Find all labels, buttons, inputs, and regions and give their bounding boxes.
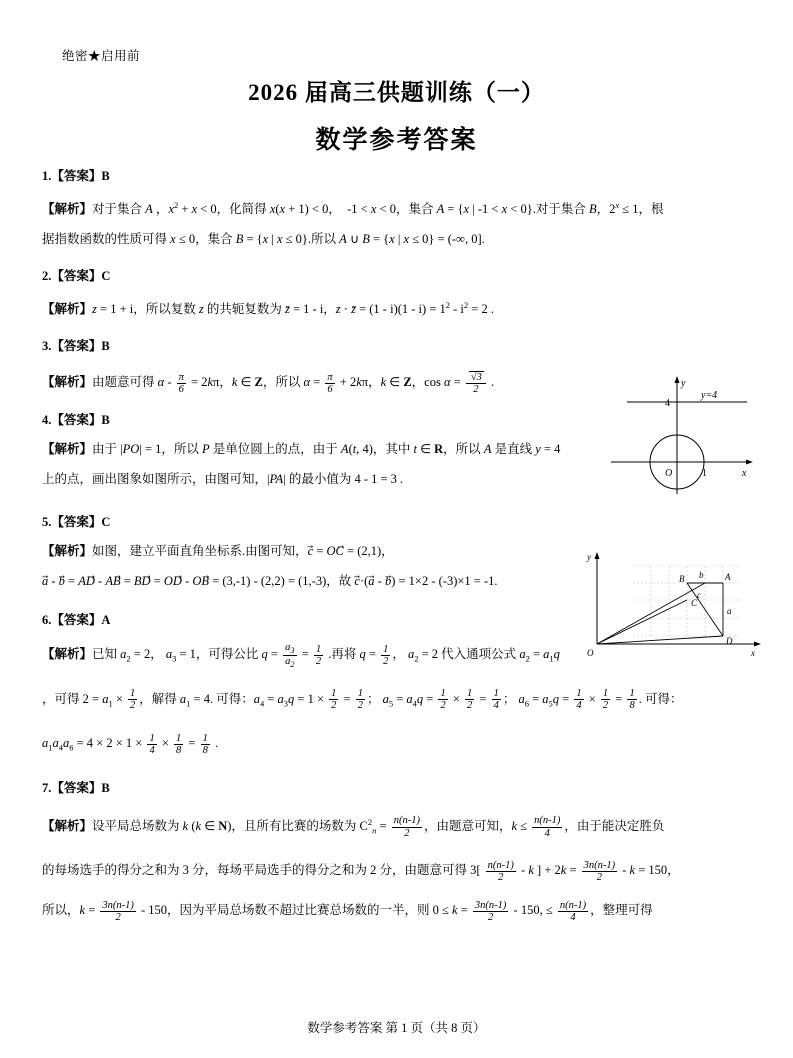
svg-text:x: x (742, 468, 747, 479)
question-block-7 (42, 774, 752, 931)
explanation-1b: 据指数函数的性质可得 x ≤ 0，集合 B = {x | x ≤ 0}.所以 A ∪ B = {x | x ≤ 0} = (-∞, 0]. (42, 232, 485, 247)
explanation-7c: 所以，k = $\frac{3n(n-1)}{2}$ - 150，因为平局总场数不超过比赛总场数的一半，则 0 ≤ k = $\frac{3n(n-1)}{2}$ - 150, ≤ $\frac{n(n-1)}{4}$ ，整理可得 (42, 899, 653, 924)
svg-text:A: A (725, 572, 731, 582)
svg-text:D: D (726, 636, 733, 646)
figure-question-5 (581, 548, 771, 663)
answer-line-5: 5.【答案】C (42, 515, 111, 530)
explanation-text-2: z = 1 + i，所以复数 z 的共轭复数为 z̄ = 1 - i，z · z̄ = $(1 - i)(1 - i) = 1^2 - i^2 = 2$ . (92, 300, 494, 317)
explanation-label-4: 【解析】 (42, 442, 93, 457)
svg-text:1: 1 (702, 468, 707, 479)
explanation-7 (42, 802, 752, 851)
explanation-text-4a: 由于 |PO| = 1，所以 P 是单位圆上的点，由于 A(t, 4)，其中 t ∈ R，所以 A 是直线 y = 4 (92, 442, 561, 457)
page-title: 2026 届高三供题训练（一） (248, 80, 545, 105)
explanation-label-6: 【解析】 (42, 647, 93, 662)
svg-text:x: x (751, 648, 755, 658)
svg-text:c: c (697, 590, 701, 600)
svg-text:b: b (699, 570, 704, 580)
figure-5-svg (581, 548, 771, 658)
question-block-1 (42, 162, 752, 254)
svg-text:y: y (681, 378, 686, 389)
figure-4-svg (597, 372, 757, 502)
answer-line-6: 6.【答案】A (42, 613, 111, 628)
explanation-label-2: 【解析】 (42, 302, 93, 317)
explanation-5b: a⃗ - b⃗ = AD⃗ - AB⃗ = BD⃗ = OD⃗ - OB⃗ = (3,-1) - (2,2) = (1,-3)，故 c⃗·(a⃗ - b⃗) = 1×2 - (-3)×1 = -1. (42, 574, 498, 589)
answer-line-3: 3.【答案】B (42, 339, 110, 354)
explanation-label-5: 【解析】 (42, 544, 93, 559)
svg-text:4: 4 (665, 398, 670, 409)
explanation-label-1: 【解析】 (42, 202, 93, 217)
svg-text:a: a (727, 606, 732, 616)
svg-text:y=4: y=4 (701, 390, 718, 401)
explanation-6b: ，可得 $2 = a_1$ × $\frac{1}{2}$ ，解得 $a_1 = 4$. 可得：$a_4 = a_3q = 1$ × $\frac{1}{2}$ = $\frac{1}{2}$ ； $a_5 = a_4q$ = $\frac{1}{2}$ × $\frac{1}{2}$ = $\frac{1}{4}$ ； $a_6 = a_5q$ = $\frac{1}{4}$ × $\frac{1}{2}$ = $\frac{1}{8}$ . 可得： (42, 688, 683, 712)
secret-label: 绝密★启用前 (62, 49, 141, 63)
explanation-text-1a: 对于集合 A ，$x^2 + x < 0$，化简得 x(x + 1) < 0， -1 < x < 0，集合 A = {x | -1 < x < 0}.对于集合 B，$2^x \le 1$，根 (92, 200, 664, 217)
explanation-4b: 上的点，画出图象如图所示，由图可知，|PA| 的最小值为 4 - 1 = 3 . (42, 472, 404, 487)
explanation-7b: 的每场选手的得分之和为 3 分，每场平局选手的得分之和为 2 分，由题意可得 3[ $\frac{n(n-1)}{2}$ - k ] + 2k = $\frac{3n(n-1)}{2}$ - k = 150， (42, 859, 680, 884)
explanation-label-3: 【解析】 (42, 375, 93, 390)
answer-line-2: 2.【答案】C (42, 269, 111, 284)
explanation-6c: $a_1a_4a_6 = 4 \times 2 \times 1$ × $\frac{1}{4}$ × $\frac{1}{8}$ = $\frac{1}{8}$ . (42, 732, 219, 756)
explanation-text-6a: 已知 $a_2 = 2$， $a_3 = 1$，可得公比 q = $\frac{a_3}{a_2}$ = $\frac{1}{2}$ .再将 q = $\frac{1}{2}$ ， $a_2 = 2$ 代入通项公式 $a_2 = a_1q$ (92, 641, 560, 670)
page-subtitle: 数学参考答案 (315, 127, 478, 154)
figure-question-4 (597, 372, 757, 507)
explanation-1 (42, 190, 752, 224)
svg-text:O: O (587, 648, 594, 658)
question-block-2 (42, 262, 752, 324)
explanation-text-3: 由题意可得 α - $\frac{\pi}{6}$ = 2kπ，k ∈ Z，所以 α = $\frac{\pi}{6}$ + 2kπ，k ∈ Z，cos α = $\frac{√3}{2}$ . (92, 371, 495, 396)
answer-line-4: 4.【答案】B (42, 413, 110, 428)
page-footer: 数学参考答案 第 1 页（共 8 页） (307, 1021, 486, 1035)
svg-text:O: O (665, 468, 673, 479)
explanation-2 (42, 290, 752, 324)
answer-line-1: 1.【答案】B (42, 169, 110, 183)
explanation-label-7: 【解析】 (42, 818, 93, 833)
explanation-text-5a: 如图，建立平面直角坐标系.由图可知，c⃗ = OC⃗ = (2,1)， (92, 544, 394, 559)
answer-line-7: 7.【答案】B (42, 780, 110, 795)
svg-text:B: B (679, 574, 685, 584)
svg-text:y: y (587, 552, 591, 562)
svg-text:C: C (691, 598, 698, 608)
explanation-text-7a: 设平局总场数为 k (k ∈ N)，且所有比赛的场数为 $C^2_n$ = $\frac{n(n-1)}{2}$ ，由题意可知，k ≤ $\frac{n(n-1)}{4}$ ，由于能决定胜负 (92, 815, 665, 839)
